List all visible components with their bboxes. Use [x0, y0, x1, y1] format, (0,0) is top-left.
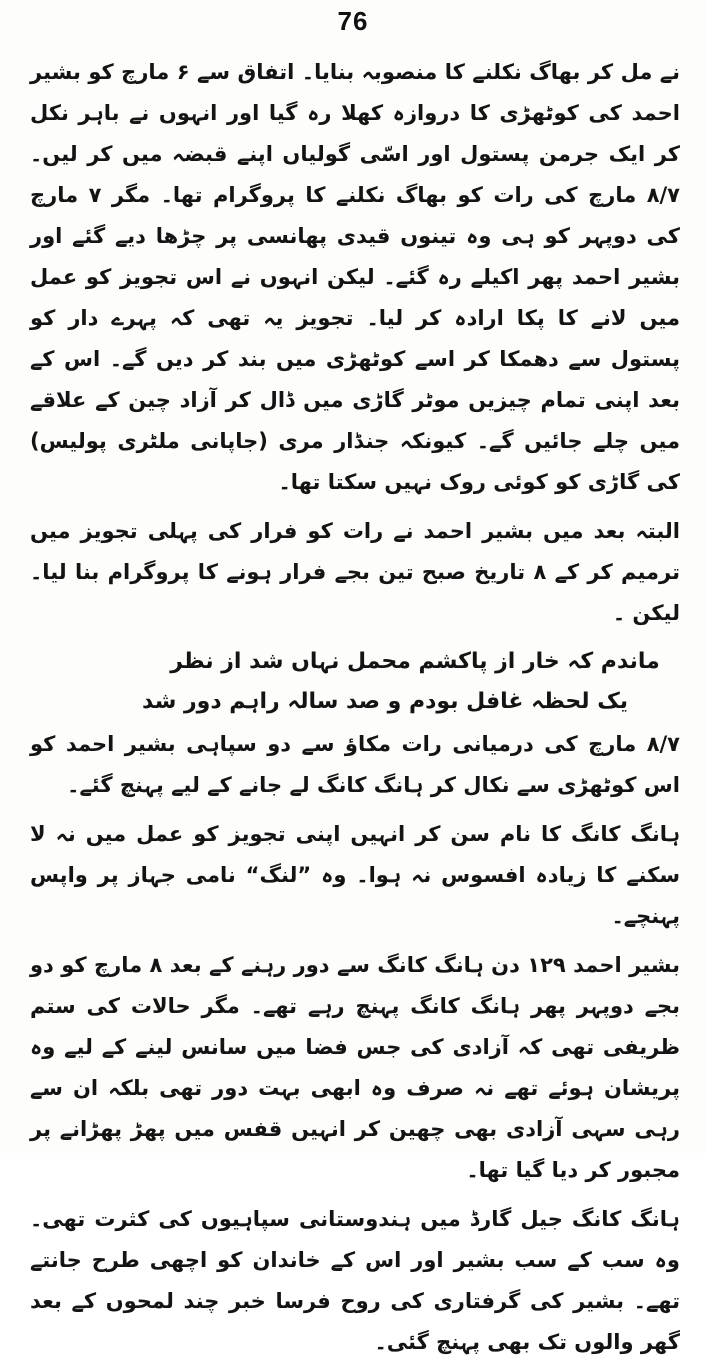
- page-body: [30, 52, 680, 1371]
- verse-line-1: ماندم کہ خار از پاکشم محمل نہاں شد از نظر: [170, 649, 660, 674]
- paragraph-jail-guards: ہانگ کانگ جیل گارڈ میں ہندوستانی سپاہیوں کی کثرت تھی۔ وہ سب کے سب بشیر اور اس کے خاندان کو اچھی طرح جانتے تھے۔ بشیر کی گرفتاری کی روح فرسا خبر چند لمحوں کے بعد گھر والوں تک بھی پہنچ گئی۔: [30, 1207, 680, 1354]
- paragraph-escape-plan: نے مل کر بھاگ نکلنے کا منصوبہ بنایا۔ اتفاق سے ۶ مارچ کو بشیر احمد کی کوٹھڑی کا دروازہ کھلا رہ گیا اور انہوں نے باہر نکل کر ایک جرمن پستول اور اسّی گولیاں اپنے قبضہ میں کر لیں۔ ۸/۷ مارچ کی رات کو بھاگ نکلنے کا پروگرام تھا۔ مگر ۷ مارچ کی دوپہر کو ہی وہ تینوں قیدی پھانسی پر چڑھا دیے گئے اور بشیر احمد پھر اکیلے رہ گئے۔ لیکن انہوں نے اس تجویز کو عمل میں لانے کا پکا ارادہ کر لیا۔ تجویز یہ تھی کہ پہرے دار کو پستول سے دھمکا کر اسے کوٹھڑی میں بند کر دیں گے۔ اس کے بعد اپنی تمام چیزیں موٹر گاڑی میں ڈال کر آزاد چین کے علاقے میں چلے جائیں گے۔ کیونکہ جنڈار مری (جاپانی ملٹری پولیس) کی گاڑی کو کوئی روک نہیں سکتا تھا۔: [30, 60, 680, 494]
- paragraph-ship: ہانگ کانگ کا نام سن کر انہیں اپنی تجویز کو عمل میں نہ لا سکنے کا زیادہ افسوس نہ ہوا۔ وہ ”لنگ“ نامی جہاز پر واپس پہنچے۔: [30, 822, 680, 928]
- page-number: 76: [337, 6, 369, 36]
- paragraph-transfer: ۸/۷ مارچ کی درمیانی رات مکاؤ سے دو سپاہی بشیر احمد کو اس کوٹھڑی سے نکال کر ہانگ کانگ لے جانے کے لیے پہنچ گئے۔: [30, 732, 680, 797]
- persian-verse: [30, 642, 680, 722]
- verse-line-2: یک لحظہ غافل بودم و صد سالہ راہم دور شد: [142, 689, 628, 714]
- paragraph-return: بشیر احمد ۱۲۹ دن ہانگ کانگ سے دور رہنے کے بعد ۸ مارچ کو دو بجے دوپہر پھر ہانگ کانگ پہنچ رہے تھے۔ مگر حالات کی ستم ظریفی تھی کہ آزادی کی جس فضا میں سانس لینے کے لیے وہ پریشان ہوئے تھے نہ صرف وہ ابھی بہت دور تھی بلکہ ان سے رہی سہی آزادی بھی چھین کر انہیں قفس میں پھڑ پھڑانے پر مجبور کر دیا گیا تھا۔: [30, 953, 680, 1182]
- paragraph-changed-plan: البتہ بعد میں بشیر احمد نے رات کو فرار کی پہلی تجویز میں ترمیم کر کے ۸ تاریخ صبح تین بجے فرار ہونے کا پروگرام بنا لیا۔ لیکن ۔: [30, 519, 680, 625]
